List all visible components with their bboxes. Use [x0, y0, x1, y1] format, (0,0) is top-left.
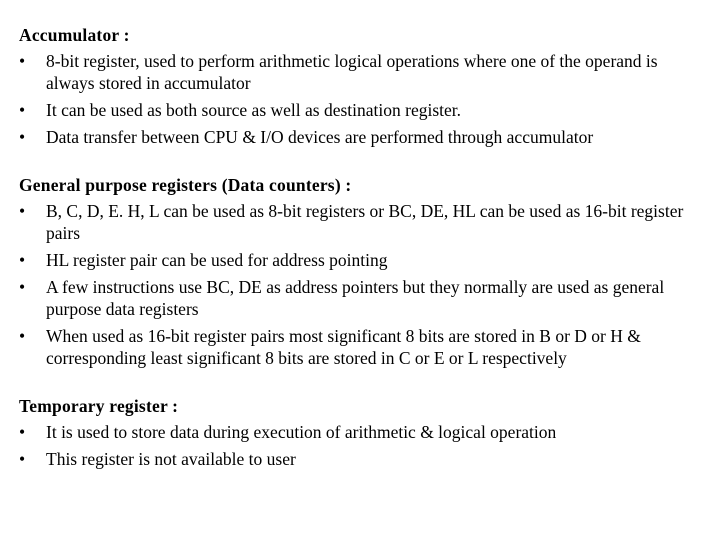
- list-item-text: It is used to store data during execution of arithmetic & logical operation: [46, 422, 557, 442]
- bullet-list: [19, 50, 709, 148]
- accumulator-section: [19, 24, 709, 148]
- list-item-text: A few instructions use BC, DE as address pointers but they normally are used as general purpose data registers: [46, 277, 665, 319]
- bullet-list: [19, 421, 709, 470]
- list-item-text: When used as 16-bit register pairs most significant 8 bits are stored in B or D or H & corresponding least significant 8 bits are stored in C or E or L respectively: [46, 326, 641, 368]
- list-item: [19, 99, 709, 121]
- general-purpose-registers-section: [19, 174, 709, 369]
- list-item: [19, 421, 709, 443]
- list-item-text: 8-bit register, used to perform arithmetic logical operations where one of the operand is always stored in accumulator: [46, 51, 658, 93]
- bullet-icon: •: [19, 277, 26, 297]
- section-heading: Accumulator :: [19, 25, 130, 45]
- bullet-list: [19, 200, 709, 369]
- list-item: [19, 325, 709, 369]
- list-item: [19, 126, 709, 148]
- list-item-text: Data transfer between CPU & I/O devices are performed through accumulator: [46, 127, 594, 147]
- section-heading: Temporary register :: [19, 396, 179, 416]
- bullet-icon: •: [19, 127, 26, 147]
- list-item: [19, 276, 709, 320]
- section-heading: General purpose registers (Data counters) :: [19, 175, 352, 195]
- list-item-text: HL register pair can be used for address pointing: [46, 250, 388, 270]
- bullet-icon: •: [19, 326, 26, 346]
- list-item: [19, 249, 709, 271]
- bullet-icon: •: [19, 422, 26, 442]
- temporary-register-section: [19, 395, 709, 470]
- list-item: [19, 448, 709, 470]
- list-item: [19, 50, 709, 94]
- list-item-text: B, C, D, E. H, L can be used as 8-bit registers or BC, DE, HL can be used as 16-bit register pairs: [46, 201, 684, 243]
- list-item-text: This register is not available to user: [46, 449, 296, 469]
- bullet-icon: •: [19, 250, 26, 270]
- bullet-icon: •: [19, 100, 26, 120]
- list-item: [19, 200, 709, 244]
- bullet-icon: •: [19, 449, 26, 469]
- list-item-text: It can be used as both source as well as destination register.: [46, 100, 462, 120]
- bullet-icon: •: [19, 201, 26, 221]
- slide-content: [19, 24, 709, 496]
- bullet-icon: •: [19, 51, 26, 71]
